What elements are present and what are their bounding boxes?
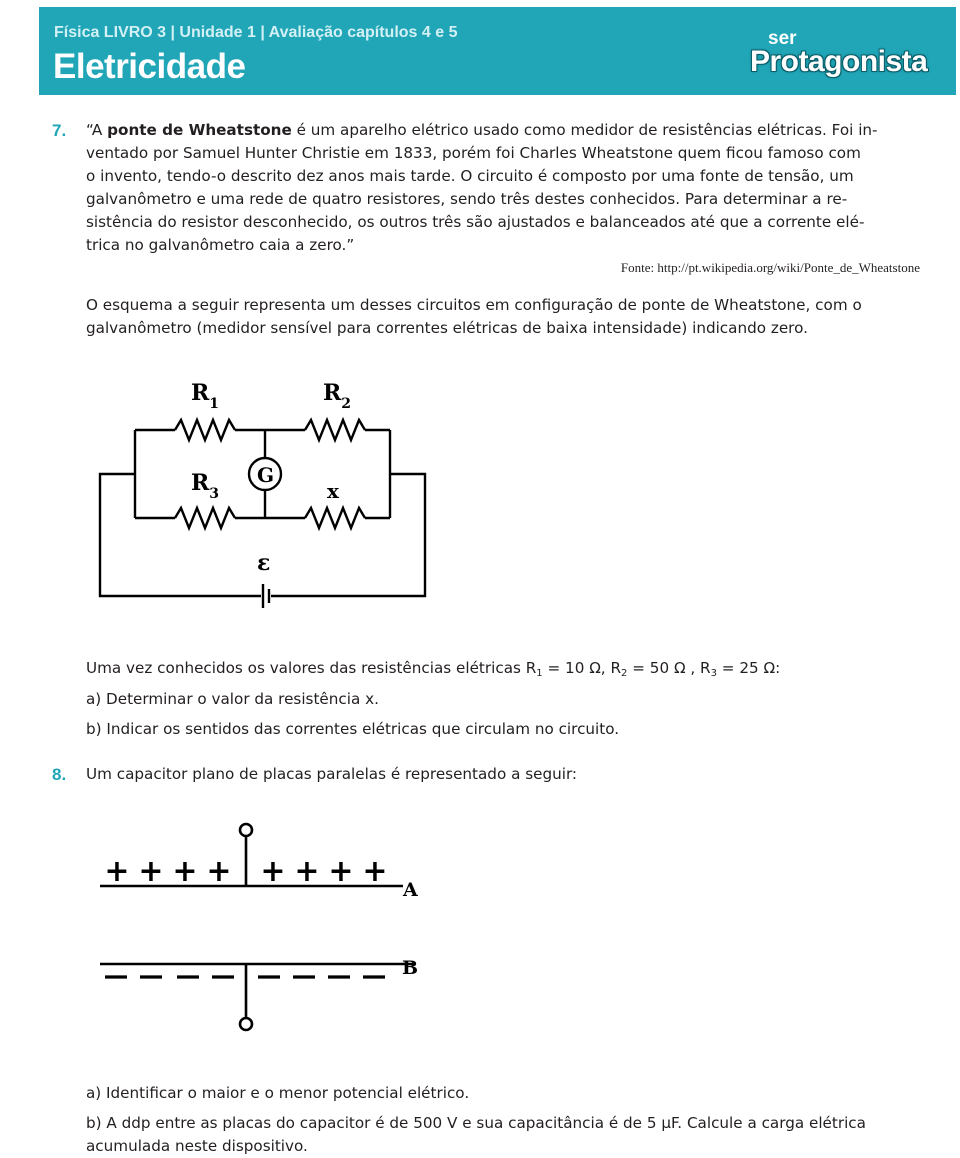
quote-open: “A	[86, 121, 108, 139]
label-x: x	[327, 479, 339, 503]
item-b-line-2: acumulada neste dispositivo.	[86, 1137, 308, 1155]
plate-b-label: B	[402, 957, 419, 979]
question-7-number: 7.	[52, 121, 67, 140]
plus-sign-3: +	[172, 854, 198, 889]
values-r1-sub: 1	[536, 668, 543, 679]
intro-line-1: O esquema a seguir representa um desses circuitos em configuração de ponte de Wheatstone, com o	[86, 296, 862, 314]
header-subtitle: Física LIVRO 3 | Unidade 1 | Avaliação capítulos 4 e 5	[54, 24, 458, 41]
label-r2: R	[323, 380, 342, 406]
question-8-item-b	[86, 1112, 922, 1158]
question-8-item-a: a) Identificar o maior e o menor potencial elétrico.	[86, 1084, 470, 1102]
brand-name: Protagonista	[750, 45, 928, 78]
plus-sign-8: +	[362, 854, 388, 889]
plus-sign-6: +	[294, 854, 320, 889]
question-8-intro: Um capacitor plano de placas paralelas é representado a seguir:	[86, 765, 578, 783]
values-r3: = 25 Ω:	[716, 659, 781, 677]
label-r2-sub: 2	[341, 396, 352, 412]
wire-outer-left	[100, 474, 261, 596]
resistor-r2	[305, 420, 365, 440]
plus-sign-2: +	[138, 854, 164, 889]
quote-line-2: ventado por Samuel Hunter Christie em 1833, porém foi Charles Wheatstone quem ficou famoso com	[86, 144, 861, 162]
plus-sign-5: +	[260, 854, 286, 889]
wire-outer-right	[271, 474, 425, 596]
resistor-r3	[175, 508, 235, 528]
quote-line-1: é um aparelho elétrico usado como medidor de resistências elétricas. Foi in-	[291, 121, 878, 139]
values-prefix: Uma vez conhecidos os valores das resistências elétricas R	[86, 659, 537, 677]
plus-sign-4: +	[206, 854, 232, 889]
quote-line-6: trica no galvanômetro caia a zero.”	[86, 236, 355, 254]
plus-sign-7: +	[328, 854, 354, 889]
item-b-line-1: b) A ddp entre as placas do capacitor é de 500 V e sua capacitância é de 5 µF. Calcule a carga elétrica	[86, 1114, 866, 1132]
values-r3-sub: 3	[710, 668, 717, 679]
resistor-x	[305, 508, 365, 528]
label-emf: ε	[257, 550, 271, 576]
quote-line-5: sistência do resistor desconhecido, os outros três são ajustados e balanceados até que a corrente elé-	[86, 213, 865, 231]
quote-source: Fonte: http://pt.wikipedia.org/wiki/Ponte_de_Wheatstone	[620, 260, 920, 275]
svg-text:R3	[191, 470, 219, 502]
question-7-quote	[86, 119, 922, 257]
terminal-b-circle	[240, 1018, 252, 1030]
label-r3: R	[191, 470, 210, 496]
quote-line-3: o invento, tendo-o descrito dez anos mais tarde. O circuito é composto por uma fonte de tensão, um	[86, 167, 854, 185]
plate-a-label: A	[403, 879, 418, 901]
resistance-values	[86, 657, 922, 685]
svg-text:R1	[191, 380, 219, 412]
label-r1-sub: 1	[209, 396, 220, 412]
question-7-intro	[86, 294, 922, 340]
page-header	[39, 7, 956, 95]
plus-sign-1: +	[104, 854, 130, 889]
label-galvanometer: G	[257, 463, 275, 487]
wheatstone-circuit-diagram	[95, 370, 435, 620]
label-r1: R	[191, 380, 210, 406]
quote-bold-term: ponte de Wheatstone	[107, 121, 292, 139]
brand-logo	[750, 29, 930, 89]
resistor-r1	[175, 420, 235, 440]
label-r3-sub: 3	[209, 486, 220, 502]
svg-text:R2	[323, 380, 351, 412]
quote-line-4: galvanômetro e uma rede de quatro resistores, sendo três destes conhecidos. Para determinar a re-	[86, 190, 848, 208]
values-r1: = 10 Ω, R	[542, 659, 622, 677]
question-7-item-a: a) Determinar o valor da resistência x.	[86, 690, 379, 708]
intro-line-2: galvanômetro (medidor sensível para correntes elétricas de baixa intensidade) indicando zero.	[86, 319, 808, 337]
terminal-a-circle	[240, 824, 252, 836]
values-r2: = 50 Ω , R	[627, 659, 711, 677]
question-8-number: 8.	[52, 765, 67, 784]
capacitor-diagram	[95, 818, 435, 1043]
brand-small-text: ser	[768, 28, 797, 49]
question-7-item-b: b) Indicar os sentidos das correntes elétricas que circulam no circuito.	[86, 720, 620, 738]
values-r2-sub: 2	[621, 668, 628, 679]
header-title: Eletricidade	[53, 47, 246, 86]
